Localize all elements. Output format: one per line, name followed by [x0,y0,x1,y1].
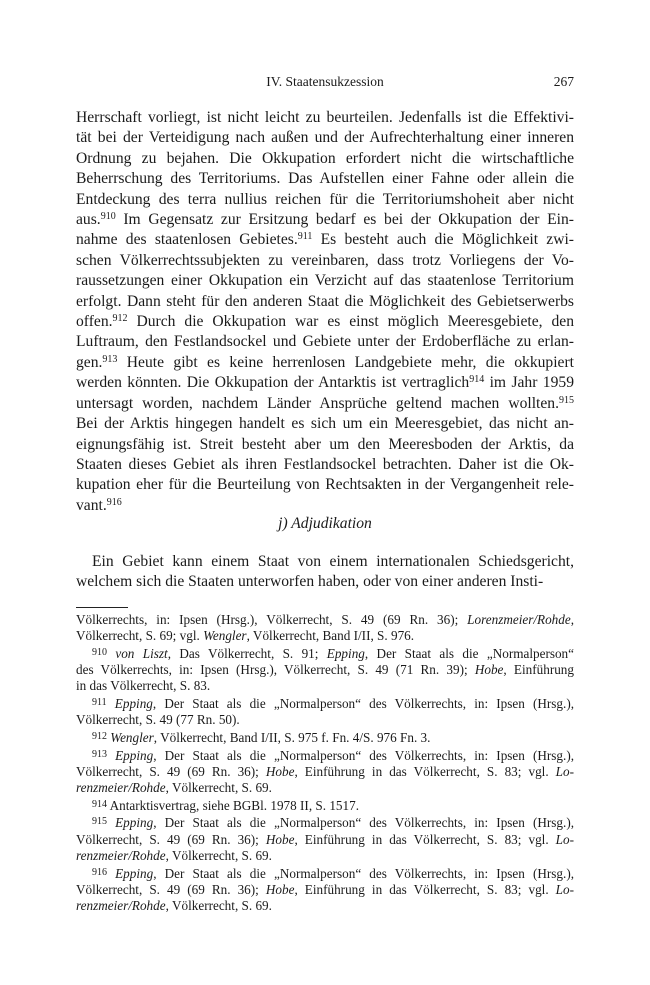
footnote-number: 916 [92,866,107,878]
page-number: 267 [553,74,574,89]
footnote-text: , Einführung in das Völkerrecht, S. 83; vgl. [294,881,556,897]
text-line: Beherrschung des Territoriums. Das Aufstellen einer Fahne oder allein die [76,170,574,188]
footnote-ref[interactable]: 911 [297,231,313,243]
footnote-text: , Völkerrecht, Band I/II, S. 975 f. Fn. 4/S. 976 Fn. 3. [153,729,431,745]
footnote-text: , Das Völkerrecht, S. 91; [167,645,327,661]
text-line: Ordnung zu bejahen. Die Okkupation erfordert nicht die wirtschaftliche [76,149,574,167]
author-name: von Liszt [115,645,168,661]
text-line: tät bei der Verteidigung nach außen und der Aufrechterhaltung einer inneren [76,129,574,147]
line-text: im Jahr 1959 [484,374,574,392]
footnote-text: , Völkerrecht, S. 69. [165,780,272,796]
footnote-ref[interactable]: 916 [106,496,122,508]
author-name: Hobe [474,662,504,678]
footnote-line [76,798,574,814]
author-name: Epping [115,747,154,763]
footnote [76,798,574,814]
line-text: vant. [76,496,107,514]
footnote-text: , Völkerrecht, Band I/II, S. 976. [246,628,415,644]
footnote-text: , Der Staat als die „Normalperson“ des Völkerrechts, in: Ipsen (Hrsg.), [153,865,575,881]
footnote [76,646,574,695]
footnotes [76,612,574,916]
footnote-line [76,730,574,746]
text-line [76,394,574,414]
line-text: offen. [76,313,113,331]
author-name: Lo- [555,831,574,847]
line-text: Es besteht auch die Möglichkeit zwi- [312,231,574,249]
text-line [76,312,574,332]
footnote-line [76,712,574,728]
text-line [76,230,574,250]
footnote-text: des Völkerrechts, in: Ipsen (Hrsg.), Völkerrecht, S. 49 (71 Rn. 39); [76,662,475,678]
footnote-line [76,848,574,864]
footnote-text: Völkerrecht, S. 49 (69 Rn. 36); [76,831,266,847]
footnote-line [76,628,574,644]
text-line: raussetzungen einer Okkupation ein Verzicht auf das staatenlose Territorium [76,272,574,290]
footnote-number: 914 [92,798,107,810]
line-text: gen. [76,353,103,371]
body-paragraph [76,108,574,516]
footnote-text: , Der Staat als die „Normalperson“ des Völkerrechts, in: Ipsen (Hrsg.), [153,747,575,763]
author-name: Wengler [203,628,247,644]
footnote [76,612,574,644]
author-name: Hobe [265,763,295,779]
text-line: Ein Gebiet kann einem Staat von einem internationalen Schiedsgericht, [92,553,574,570]
text-line: Staaten dieses Gebiet als ihren Festlandsockel betrachten. Daher ist die Ok- [76,455,574,473]
text-line: schen Völkerrechtssubjekten zu vereinbaren, dass trotz Vorliegens der Vo- [76,251,574,269]
footnote-text: Völkerrecht, S. 49 (69 Rn. 36); [76,763,266,779]
footnote-text: , [570,612,574,627]
footnote-text: in das Völkerrecht, S. 83. [76,678,211,694]
footnote-text: , Einführung in das Völkerrecht, S. 83; vgl. [294,831,556,847]
text-line: Entdeckung des terra nullius reichen für die Territoriumshoheit aber nicht [76,190,574,208]
line-text: Im Gegensatz zur Ersitzung bedarf es bei der Okkupation der Ein- [115,211,574,229]
footnote-line [76,898,574,914]
footnote-separator [76,607,128,608]
footnote-text: , Einführung in das Völkerrecht, S. 83; vgl. [294,763,556,779]
text-line: erfolgt. Dann steht für den anderen Staat die Möglichkeit des Gebietserwerbs [76,292,574,310]
footnote-line [76,748,574,764]
author-name: Epping [114,696,153,712]
footnote-line [76,764,574,780]
footnote-text: , Der Staat als die „Normalperson“ [364,645,575,661]
line-text: aus. [76,211,101,229]
footnote-text: Völkerrecht, S. 49 (77 Rn. 50). [76,712,240,728]
footnote-ref[interactable]: 910 [100,211,116,223]
author-name: Epping [115,815,154,831]
footnote-ref[interactable]: 912 [112,313,128,325]
line-text: werden könnten. Die Okkupation der Antarktis ist vertraglich [76,374,470,392]
footnote [76,730,574,746]
footnote-line [76,678,574,694]
text-line: eignungsfähig ist. Streit besteht aber um den Meeresboden der Arktis, da [76,435,574,453]
line-text: untersagt worden, nachdem Länder Ansprüche geltend machen wollten. [76,394,559,412]
footnote-line [76,646,574,662]
footnote [76,696,574,728]
author-name: Wengler [110,729,154,745]
text-line: Bei der Arktis hingegen handelt es sich um ein Meeresgebiet, das nicht an- [76,415,574,433]
footnote-number: 911 [92,697,107,709]
text-line [76,373,574,393]
footnote-text: , Völkerrecht, S. 69. [165,897,272,913]
footnote-number: 910 [92,646,107,658]
text-line [76,353,574,373]
footnote-text: , Der Staat als die „Normalperson“ des Völkerrechts, in: Ipsen (Hrsg.), [153,815,575,831]
text-line: welchem sich die Staaten unterworfen haben, oder von einer anderen Insti- [76,573,544,591]
author-name: Hobe [265,881,295,897]
author-name: Lo- [555,763,574,779]
footnote-text: , Völkerrecht, S. 69. [165,847,272,863]
footnote [76,815,574,864]
text-line [76,496,574,516]
footnote-text: Völkerrecht, S. 69; vgl. [76,628,204,644]
page-header [0,74,650,94]
footnote-text: , Einführung [503,662,574,678]
footnote-line [76,866,574,882]
author-name: Epping [115,865,154,881]
body-paragraph-2 [76,552,574,593]
text-line: Luftraum, den Festlandsockel und Gebiete unter der Erdoberfläche zu erlan- [76,333,574,351]
author-name: renzmeier/Rohde [76,780,166,796]
section-heading: j) Adjudikation [278,515,372,532]
footnote-text: , Der Staat als die „Normalperson“ des Völkerrechts, in: Ipsen (Hrsg.), [152,696,575,712]
footnote-ref[interactable]: 915 [559,394,574,406]
footnote-line [76,882,574,898]
footnote-text: Völkerrecht, S. 49 (69 Rn. 36); [76,881,266,897]
author-name: Lorenzmeier/Rohde [467,612,571,627]
author-name: Hobe [265,831,295,847]
author-name: renzmeier/Rohde [76,847,166,863]
footnote-line [76,832,574,848]
footnote-text: Völkerrechts, in: Ipsen (Hrsg.), Völkerrecht, S. 49 (69 Rn. 36); [76,612,468,627]
line-text: Durch die Okkupation war es einst möglich Meeresgebiete, den [127,313,574,331]
footnote-line [76,662,574,678]
footnote-number: 912 [92,730,107,742]
footnote-ref[interactable]: 914 [469,374,485,386]
footnote-ref[interactable]: 913 [102,353,118,365]
footnote-number: 913 [92,748,107,760]
running-title: IV. Staatensukzession [266,74,384,89]
line-text: Heute gibt es keine herrenlosen Landgebiete mehr, die okkupiert [117,353,574,371]
text-line [76,210,574,230]
footnote [76,748,574,797]
text-line: Herrschaft vorliegt, ist nicht leicht zu beurteilen. Jedenfalls ist die Effektivi- [76,109,574,126]
footnote-number: 915 [92,816,107,828]
footnote-line [76,612,574,628]
footnote-text: Antarktisvertrag, siehe BGBl. 1978 II, S. 1517. [109,797,360,813]
text-line: kupation eher für die Beurteilung von Rechtsakten in der Vergangenheit rele- [76,476,574,494]
author-name: Epping [326,645,365,661]
footnote-line [76,780,574,796]
author-name: renzmeier/Rohde [76,897,166,913]
line-text: nahme des staatenlosen Gebietes. [76,231,298,249]
footnote-line [76,815,574,831]
author-name: Lo- [555,881,574,897]
footnote-line [76,696,574,712]
footnote [76,866,574,915]
